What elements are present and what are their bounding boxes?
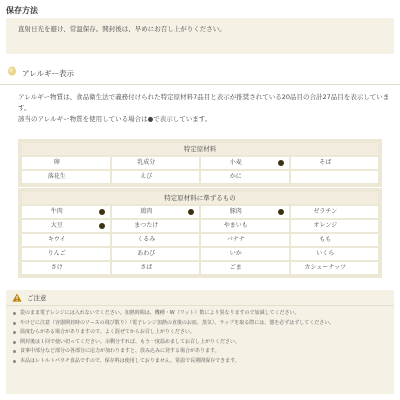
allergen-cell xyxy=(22,262,110,274)
notice-item: 袋のまま電子レンジには入れないでください。加熱時間は、機種・W（ワット）数により異なりますので加減してください。 xyxy=(12,309,390,319)
allergy-description-line: 該当のアレルギー物質を使用している場合は●で表示しています。 xyxy=(18,115,212,123)
allergy-heading-bar xyxy=(0,63,400,81)
heading-divider xyxy=(0,84,400,85)
allergen-name: さば xyxy=(140,264,153,271)
allergen-cell xyxy=(22,206,110,218)
leaf-icon xyxy=(7,66,17,76)
allergen-name: そば xyxy=(319,159,332,166)
allergy-description xyxy=(18,92,390,125)
allergen-name: 牛肉 xyxy=(50,208,63,215)
allergen-cell xyxy=(201,220,289,232)
allergen-name: いか xyxy=(229,250,242,257)
notice-item: 食事中部分など部分の各部分に応力が加わりますと、放み込みに発する場合があります。 xyxy=(12,347,390,357)
equivalent-allergen-table xyxy=(18,188,382,278)
allergen-name: オレンジ xyxy=(313,222,338,229)
table-row xyxy=(22,171,378,183)
allergen-name: えび xyxy=(140,173,153,180)
allergen-name: バナナ xyxy=(226,236,245,243)
allergen-cell xyxy=(22,234,110,246)
allergen-cell xyxy=(201,206,289,218)
table-row xyxy=(22,234,378,246)
allergen-name: 卵 xyxy=(53,159,60,166)
allergen-name: まつたけ xyxy=(134,222,159,229)
notice-header xyxy=(6,290,394,305)
notice-item: やけどに注意（容器開封時のソースの飛び散り）（電子レンジ加熱の直後のお皿、蒸気）、ラップを取る際には、器を必ずはずしてください。 xyxy=(12,319,390,329)
allergen-cell xyxy=(201,234,289,246)
allergen-cell xyxy=(291,234,379,246)
allergen-cell xyxy=(201,157,289,169)
allergen-cell xyxy=(22,248,110,260)
allergen-name: もも xyxy=(319,236,332,243)
allergen-name: 豚肉 xyxy=(229,208,242,215)
allergen-name: いくら xyxy=(316,250,335,257)
allergen-cell xyxy=(291,248,379,260)
notice-title: ご注意 xyxy=(27,294,47,302)
allergy-heading: アレルギー表示 xyxy=(22,69,75,78)
allergen-cell xyxy=(201,262,289,274)
allergen-name: やまいも xyxy=(223,222,248,229)
allergen-cell xyxy=(112,234,200,246)
allergen-name: カシューナッツ xyxy=(304,264,347,271)
allergen-used-marker xyxy=(188,209,194,215)
allergen-used-marker xyxy=(278,209,284,215)
allergen-used-marker xyxy=(99,209,105,215)
allergen-cell xyxy=(112,206,200,218)
allergen-cell xyxy=(291,171,379,183)
notice-item: 温度むらがある場合がありますので、よく混ぜてからお召し上がりください。 xyxy=(12,328,390,338)
allergen-used-marker xyxy=(278,160,284,166)
allergen-cell xyxy=(22,157,110,169)
allergen-name: ごま xyxy=(229,264,242,271)
allergen-cell xyxy=(112,220,200,232)
notice-item: 開封後は１回で使い切ってください。余剰分すれば、もう一度温めましてお召し上がりください。 xyxy=(12,338,390,348)
table-title: 特定原材料 xyxy=(22,143,378,155)
allergen-cell xyxy=(201,248,289,260)
notice-divider xyxy=(6,305,394,306)
allergen-cell xyxy=(22,171,110,183)
storage-box xyxy=(6,18,394,54)
specified-allergen-table xyxy=(18,139,382,187)
allergen-cell xyxy=(112,248,200,260)
allergen-cell xyxy=(291,157,379,169)
table-row xyxy=(22,220,378,232)
table-row xyxy=(22,206,378,218)
allergen-name: 鶏肉 xyxy=(140,208,153,215)
table-row xyxy=(22,248,378,260)
allergen-name: 落花生 xyxy=(47,173,66,180)
notice-item: 本品はレトルトパウチ食品ですので、保存料は使用しておりません。常温で長期間保存できます。 xyxy=(12,357,390,367)
allergen-name: ゼラチン xyxy=(313,208,338,215)
allergen-cell xyxy=(22,220,110,232)
allergen-name: りんご xyxy=(47,250,66,257)
allergen-name: 乳成分 xyxy=(137,159,156,166)
notice-box xyxy=(6,290,394,394)
allergen-used-marker xyxy=(99,223,105,229)
allergen-name: さけ xyxy=(50,264,63,271)
allergen-cell xyxy=(291,220,379,232)
allergen-name: くるみ xyxy=(137,236,156,243)
notice-list xyxy=(12,309,390,367)
table-row xyxy=(22,157,378,169)
allergen-cell xyxy=(112,171,200,183)
allergen-name: キウイ xyxy=(47,236,66,243)
allergen-cell xyxy=(291,206,379,218)
allergen-name: かに xyxy=(229,173,242,180)
table-row xyxy=(22,262,378,274)
storage-text: 直射日光を避け、常温保存。開封後は、早めにお召し上がりください。 xyxy=(18,25,226,33)
allergen-name: 小麦 xyxy=(229,159,242,166)
allergen-cell xyxy=(291,262,379,274)
allergen-name: 大豆 xyxy=(50,222,63,229)
storage-heading: 保存方法 xyxy=(6,6,38,15)
allergen-cell xyxy=(112,157,200,169)
allergen-cell xyxy=(201,171,289,183)
allergen-name: あわび xyxy=(137,250,156,257)
allergy-description-line: アレルギー物質は、食品衛生法で義務付けられた特定原材料7品目と表示が推奨されている20品目の合計27品目を表示しています。 xyxy=(18,93,390,112)
table-title: 特定原材料に準ずるもの xyxy=(22,192,378,204)
allergen-cell xyxy=(112,262,200,274)
warning-icon xyxy=(12,293,22,302)
